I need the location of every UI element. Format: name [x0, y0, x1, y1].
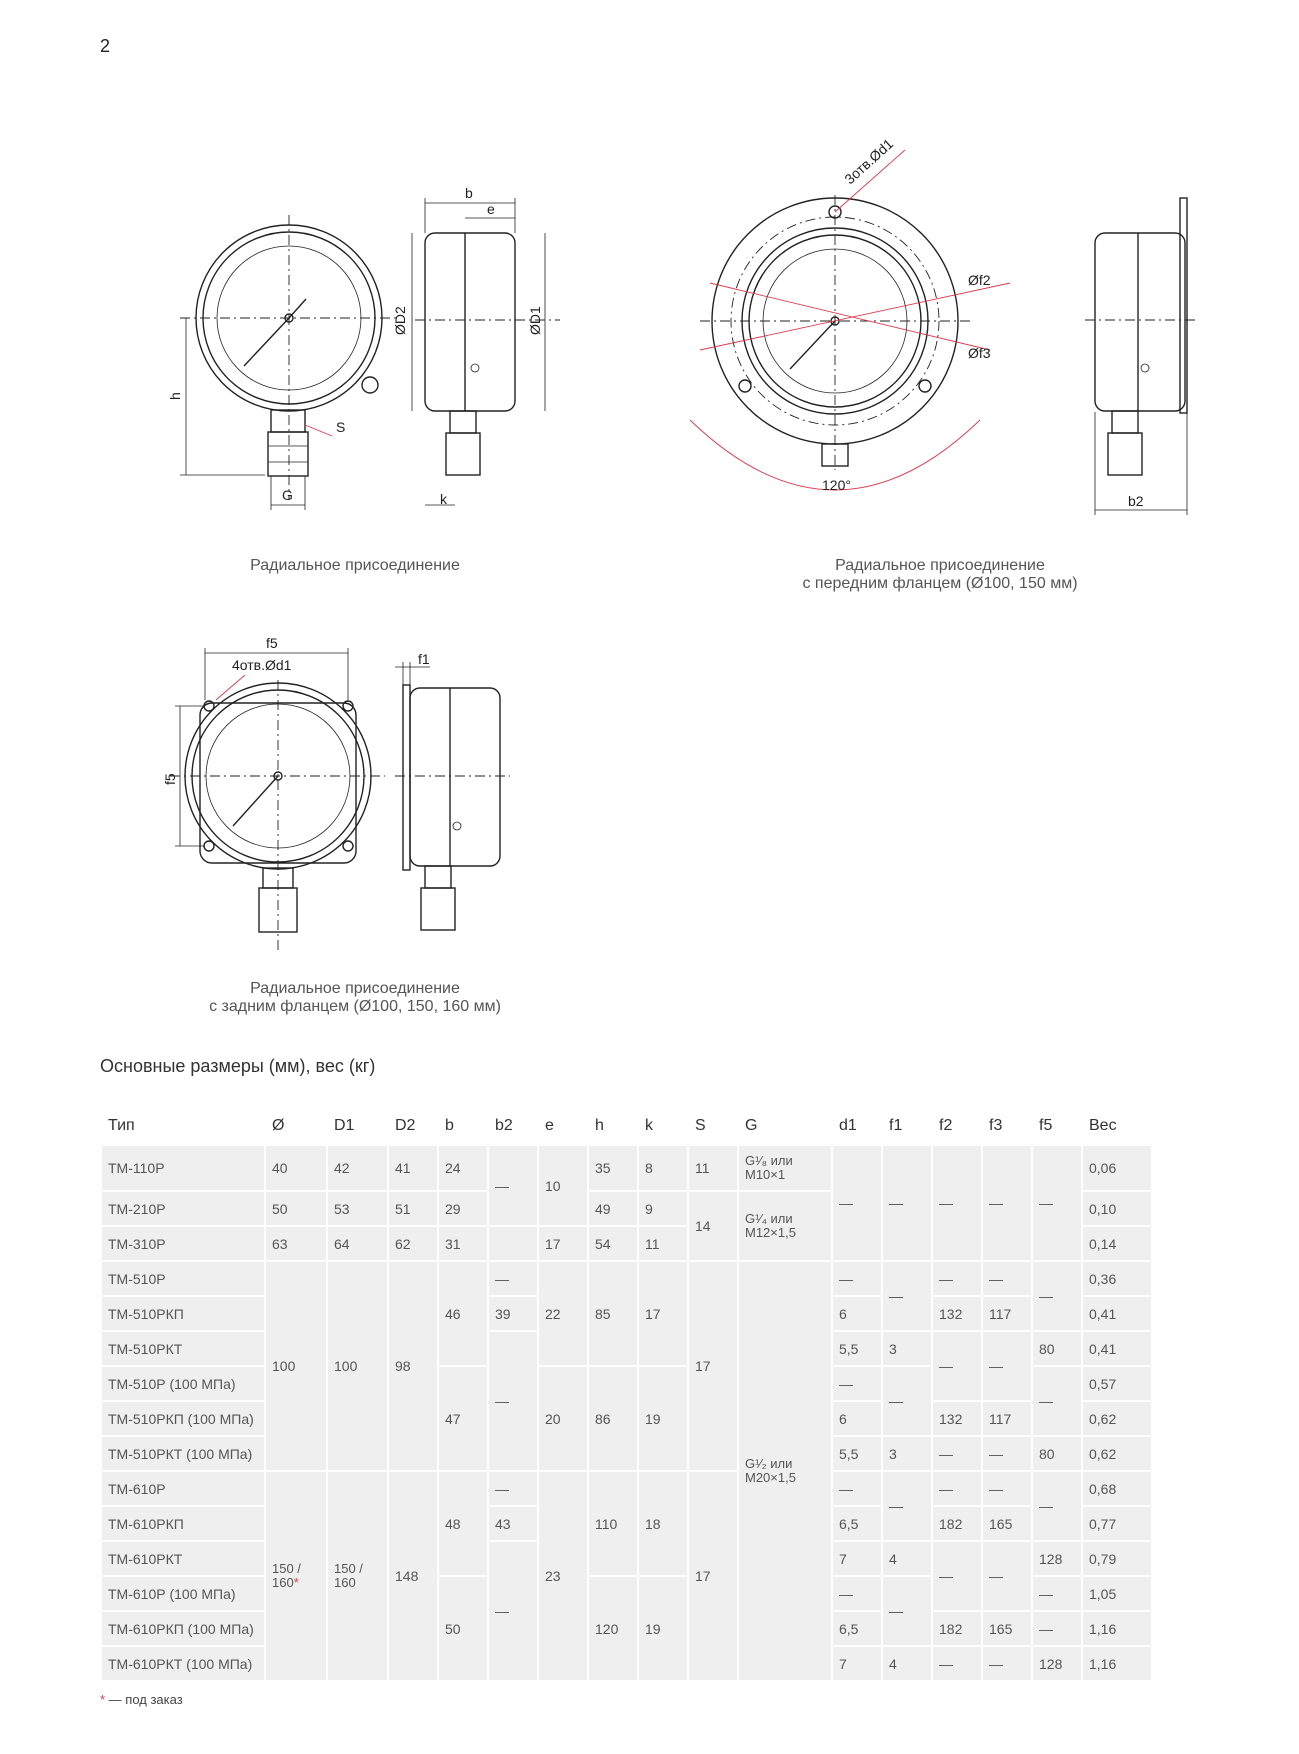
cell: —	[1033, 1612, 1081, 1645]
cell: 6,5	[833, 1507, 881, 1540]
cell-type: ТМ-310Р	[102, 1227, 264, 1260]
cell-weight: 0,62	[1083, 1402, 1151, 1435]
cell: —	[1033, 1367, 1081, 1435]
cell-type: ТМ-510РКП (100 МПа)	[102, 1402, 264, 1435]
cell: 5,5	[833, 1437, 881, 1470]
col-weight: Вес	[1083, 1108, 1151, 1144]
cell: 8	[639, 1146, 687, 1190]
cell: 7	[833, 1542, 881, 1575]
cell: 6	[833, 1297, 881, 1330]
cell-g	[739, 1146, 831, 1190]
cell-weight: 0,68	[1083, 1472, 1151, 1505]
cell: 4	[883, 1542, 931, 1575]
cell: 6	[833, 1402, 881, 1435]
table-header-row	[102, 1108, 1151, 1144]
caption-front-flange	[780, 557, 1100, 593]
footnote	[100, 1692, 183, 1707]
cell: 128	[1033, 1542, 1081, 1575]
cell: 80	[1033, 1332, 1081, 1365]
col-type: Тип	[102, 1108, 264, 1144]
cell: 10	[539, 1146, 587, 1225]
col-d1: D1	[328, 1108, 387, 1144]
cell: 100	[266, 1262, 326, 1470]
cell: —	[983, 1262, 1031, 1295]
cell: —	[489, 1332, 537, 1470]
cell: 14	[689, 1192, 737, 1260]
d-line	[272, 1576, 320, 1590]
caption-rear-line2: с задним фланцем (Ø100, 150, 160 мм)	[209, 998, 501, 1015]
label-k: k	[440, 491, 447, 507]
cell: 49	[589, 1192, 637, 1225]
cell-type: ТМ-510Р	[102, 1262, 264, 1295]
cell: 64	[328, 1227, 387, 1260]
cell-weight: 0,77	[1083, 1507, 1151, 1540]
drawing-rear-flange-side	[395, 651, 510, 930]
cell: —	[489, 1146, 537, 1225]
col-f1: f1	[883, 1108, 931, 1144]
drawing-front-flange	[690, 135, 1010, 493]
cell: —	[883, 1146, 931, 1260]
caption-front-line2: с передним фланцем (Ø100, 150 мм)	[802, 575, 1078, 592]
cell: 3	[883, 1332, 931, 1365]
cell: —	[933, 1542, 981, 1610]
cell: 39	[489, 1297, 537, 1330]
cell: 54	[589, 1227, 637, 1260]
cell-weight: 1,05	[1083, 1577, 1151, 1610]
cell: 98	[389, 1262, 437, 1470]
cell: 100	[328, 1262, 387, 1470]
footnote-star: *	[100, 1692, 106, 1707]
specs-table	[100, 1106, 1153, 1682]
label-e: e	[487, 201, 495, 217]
cell: 85	[589, 1262, 637, 1365]
g-line: M20×1,5	[745, 1470, 796, 1485]
cell: 17	[639, 1262, 687, 1365]
col-diameter: Ø	[266, 1108, 326, 1144]
cell: —	[933, 1647, 981, 1680]
label-f5-top: f5	[266, 635, 278, 651]
cell: 4	[883, 1647, 931, 1680]
cell: 11	[639, 1227, 687, 1260]
col-e: e	[539, 1108, 587, 1144]
caption-radial	[210, 557, 500, 575]
d-value: 160	[272, 1575, 294, 1590]
cell: 22	[539, 1262, 587, 1365]
cell-type: ТМ-510РКП	[102, 1297, 264, 1330]
table-row	[102, 1472, 1151, 1505]
label-f1: f1	[418, 651, 430, 667]
cell: 128	[1033, 1647, 1081, 1680]
label-angle: 120°	[822, 477, 851, 493]
cell-weight: 0,62	[1083, 1437, 1151, 1470]
cell-type: ТМ-610РКТ	[102, 1542, 264, 1575]
cell: 35	[589, 1146, 637, 1190]
g-line: G¹⁄₄ или	[745, 1211, 793, 1226]
label-b: b	[465, 185, 473, 201]
cell-type: ТМ-610РКП	[102, 1507, 264, 1540]
page-number: 2	[100, 36, 111, 56]
cell: 46	[439, 1262, 487, 1365]
cell: —	[983, 1332, 1031, 1400]
cell: —	[833, 1367, 881, 1400]
cell: —	[489, 1542, 537, 1680]
cell: 6,5	[833, 1612, 881, 1645]
cell: 50	[439, 1577, 487, 1680]
cell: —	[983, 1437, 1031, 1470]
cell-weight: 0,10	[1083, 1192, 1151, 1225]
cell: 3	[883, 1437, 931, 1470]
cell: 7	[833, 1647, 881, 1680]
caption-radial-text: Радиальное присоединение	[250, 557, 460, 574]
cell: 5,5	[833, 1332, 881, 1365]
label-h: h	[167, 392, 183, 400]
cell: 9	[639, 1192, 687, 1225]
cell: —	[833, 1146, 881, 1260]
cell: 24	[439, 1146, 487, 1190]
table-row	[102, 1146, 1151, 1190]
label-f3: Øf3	[968, 345, 991, 361]
cell-weight: 1,16	[1083, 1612, 1151, 1645]
cell-d1-150	[328, 1472, 387, 1680]
cell: 20	[539, 1367, 587, 1470]
cell-weight: 1,16	[1083, 1647, 1151, 1680]
cell-type: ТМ-110Р	[102, 1146, 264, 1190]
cell: —	[933, 1437, 981, 1470]
cell-type: ТМ-510Р (100 МПа)	[102, 1367, 264, 1400]
g-line: M12×1,5	[745, 1225, 796, 1240]
drawing-rear-flange	[162, 635, 385, 950]
cell: —	[883, 1472, 931, 1540]
cell-type: ТМ-510РКТ	[102, 1332, 264, 1365]
cell-type: ТМ-610Р (100 МПа)	[102, 1577, 264, 1610]
cell: 117	[983, 1297, 1031, 1330]
cell: 148	[389, 1472, 437, 1680]
cell: 132	[933, 1402, 981, 1435]
cell: —	[883, 1577, 931, 1645]
d-line: 150 /	[334, 1561, 363, 1576]
cell: 19	[639, 1367, 687, 1470]
label-f2: Øf2	[968, 272, 991, 288]
label-b2: b2	[1128, 493, 1144, 509]
d-line: 160	[334, 1575, 356, 1590]
col-b: b	[439, 1108, 487, 1144]
cell: 53	[328, 1192, 387, 1225]
cell: 120	[589, 1577, 637, 1680]
cell-diameter-150	[266, 1472, 326, 1680]
cell: 51	[389, 1192, 437, 1225]
cell-type: ТМ-610Р	[102, 1472, 264, 1505]
caption-rear-line1: Радиальное присоединение	[250, 980, 460, 997]
cell: 50	[266, 1192, 326, 1225]
star-mark: *	[293, 1575, 299, 1590]
cell: 23	[539, 1472, 587, 1680]
col-f5: f5	[1033, 1108, 1081, 1144]
cell: 110	[589, 1472, 637, 1575]
cell: —	[1033, 1577, 1081, 1610]
cell-type: ТМ-610РКТ (100 МПа)	[102, 1647, 264, 1680]
cell-weight: 0,41	[1083, 1332, 1151, 1365]
cell: —	[933, 1472, 981, 1505]
footnote-text: — под заказ	[105, 1692, 183, 1707]
cell: 48	[439, 1472, 487, 1575]
label-D2: ØD2	[392, 306, 408, 335]
cell: 62	[389, 1227, 437, 1260]
label-f5-left: f5	[162, 773, 178, 785]
cell: 31	[439, 1227, 487, 1260]
label-D1: ØD1	[527, 306, 543, 335]
cell: 43	[489, 1507, 537, 1540]
col-s: S	[689, 1108, 737, 1144]
cell: 19	[639, 1577, 687, 1680]
cell: 11	[689, 1146, 737, 1190]
cell: —	[489, 1472, 537, 1505]
cell-type: ТМ-210Р	[102, 1192, 264, 1225]
cell: 47	[439, 1367, 487, 1470]
cell: —	[1033, 1146, 1081, 1260]
col-f3: f3	[983, 1108, 1031, 1144]
col-f2: f2	[933, 1108, 981, 1144]
col-d2: D2	[389, 1108, 437, 1144]
cell: 18	[639, 1472, 687, 1575]
caption-front-line1: Радиальное присоединение	[835, 557, 1045, 574]
cell: —	[833, 1262, 881, 1295]
cell: 182	[933, 1507, 981, 1540]
cell: 86	[589, 1367, 637, 1470]
cell: 41	[389, 1146, 437, 1190]
cell: —	[983, 1542, 1031, 1610]
cell: —	[833, 1472, 881, 1505]
cell: —	[983, 1647, 1031, 1680]
cell: —	[933, 1146, 981, 1260]
cell-weight: 0,57	[1083, 1367, 1151, 1400]
cell-weight: 0,36	[1083, 1262, 1151, 1295]
cell-weight: 0,14	[1083, 1227, 1151, 1260]
cell: —	[983, 1472, 1031, 1505]
cell: 132	[933, 1297, 981, 1330]
cell: —	[933, 1332, 981, 1400]
cell: 17	[689, 1262, 737, 1470]
cell-type: ТМ-610РКП (100 МПа)	[102, 1612, 264, 1645]
cell: 165	[983, 1612, 1031, 1645]
table-title: Основные размеры (мм), вес (кг)	[100, 1056, 376, 1076]
g-line: G¹⁄₂ или	[745, 1456, 793, 1471]
g-line: M10×1	[745, 1167, 786, 1182]
cell: 165	[983, 1507, 1031, 1540]
cell: —	[489, 1262, 537, 1295]
drawing-front-flange-side	[1085, 198, 1195, 515]
col-g: G	[739, 1108, 831, 1144]
cell: —	[1033, 1262, 1081, 1330]
col-h: h	[589, 1108, 637, 1144]
cell-weight: 0,41	[1083, 1297, 1151, 1330]
cell: —	[933, 1262, 981, 1295]
cell: 40	[266, 1146, 326, 1190]
cell-g	[739, 1262, 831, 1680]
cell: 17	[689, 1472, 737, 1680]
cell-weight: 0,06	[1083, 1146, 1151, 1190]
cell: —	[983, 1146, 1031, 1260]
col-b2: b2	[489, 1108, 537, 1144]
cell: 42	[328, 1146, 387, 1190]
cell-type: ТМ-510РКТ (100 МПа)	[102, 1437, 264, 1470]
drawing-radial-side	[392, 185, 560, 507]
cell: 29	[439, 1192, 487, 1225]
col-d1-hole: d1	[833, 1108, 881, 1144]
cell: —	[1033, 1472, 1081, 1540]
cell-empty	[489, 1227, 537, 1260]
label-holes4: 4отв.Ød1	[232, 657, 292, 673]
col-k: k	[639, 1108, 687, 1144]
g-line: G¹⁄₈ или	[745, 1153, 793, 1168]
cell: 182	[933, 1612, 981, 1645]
cell: —	[883, 1262, 931, 1330]
table-row	[102, 1262, 1151, 1295]
cell: 117	[983, 1402, 1031, 1435]
label-S: S	[336, 419, 346, 435]
drawing-radial-front	[167, 215, 398, 510]
caption-rear-flange	[190, 980, 520, 1016]
cell-weight: 0,79	[1083, 1542, 1151, 1575]
cell: 17	[539, 1227, 587, 1260]
label-holes3: 3отв.Ød1	[841, 135, 897, 188]
cell-g	[739, 1192, 831, 1260]
cell: 63	[266, 1227, 326, 1260]
d-line: 150 /	[272, 1561, 301, 1576]
cell: 80	[1033, 1437, 1081, 1470]
cell: —	[883, 1367, 931, 1435]
cell: —	[833, 1577, 881, 1610]
label-G: G	[282, 487, 293, 503]
